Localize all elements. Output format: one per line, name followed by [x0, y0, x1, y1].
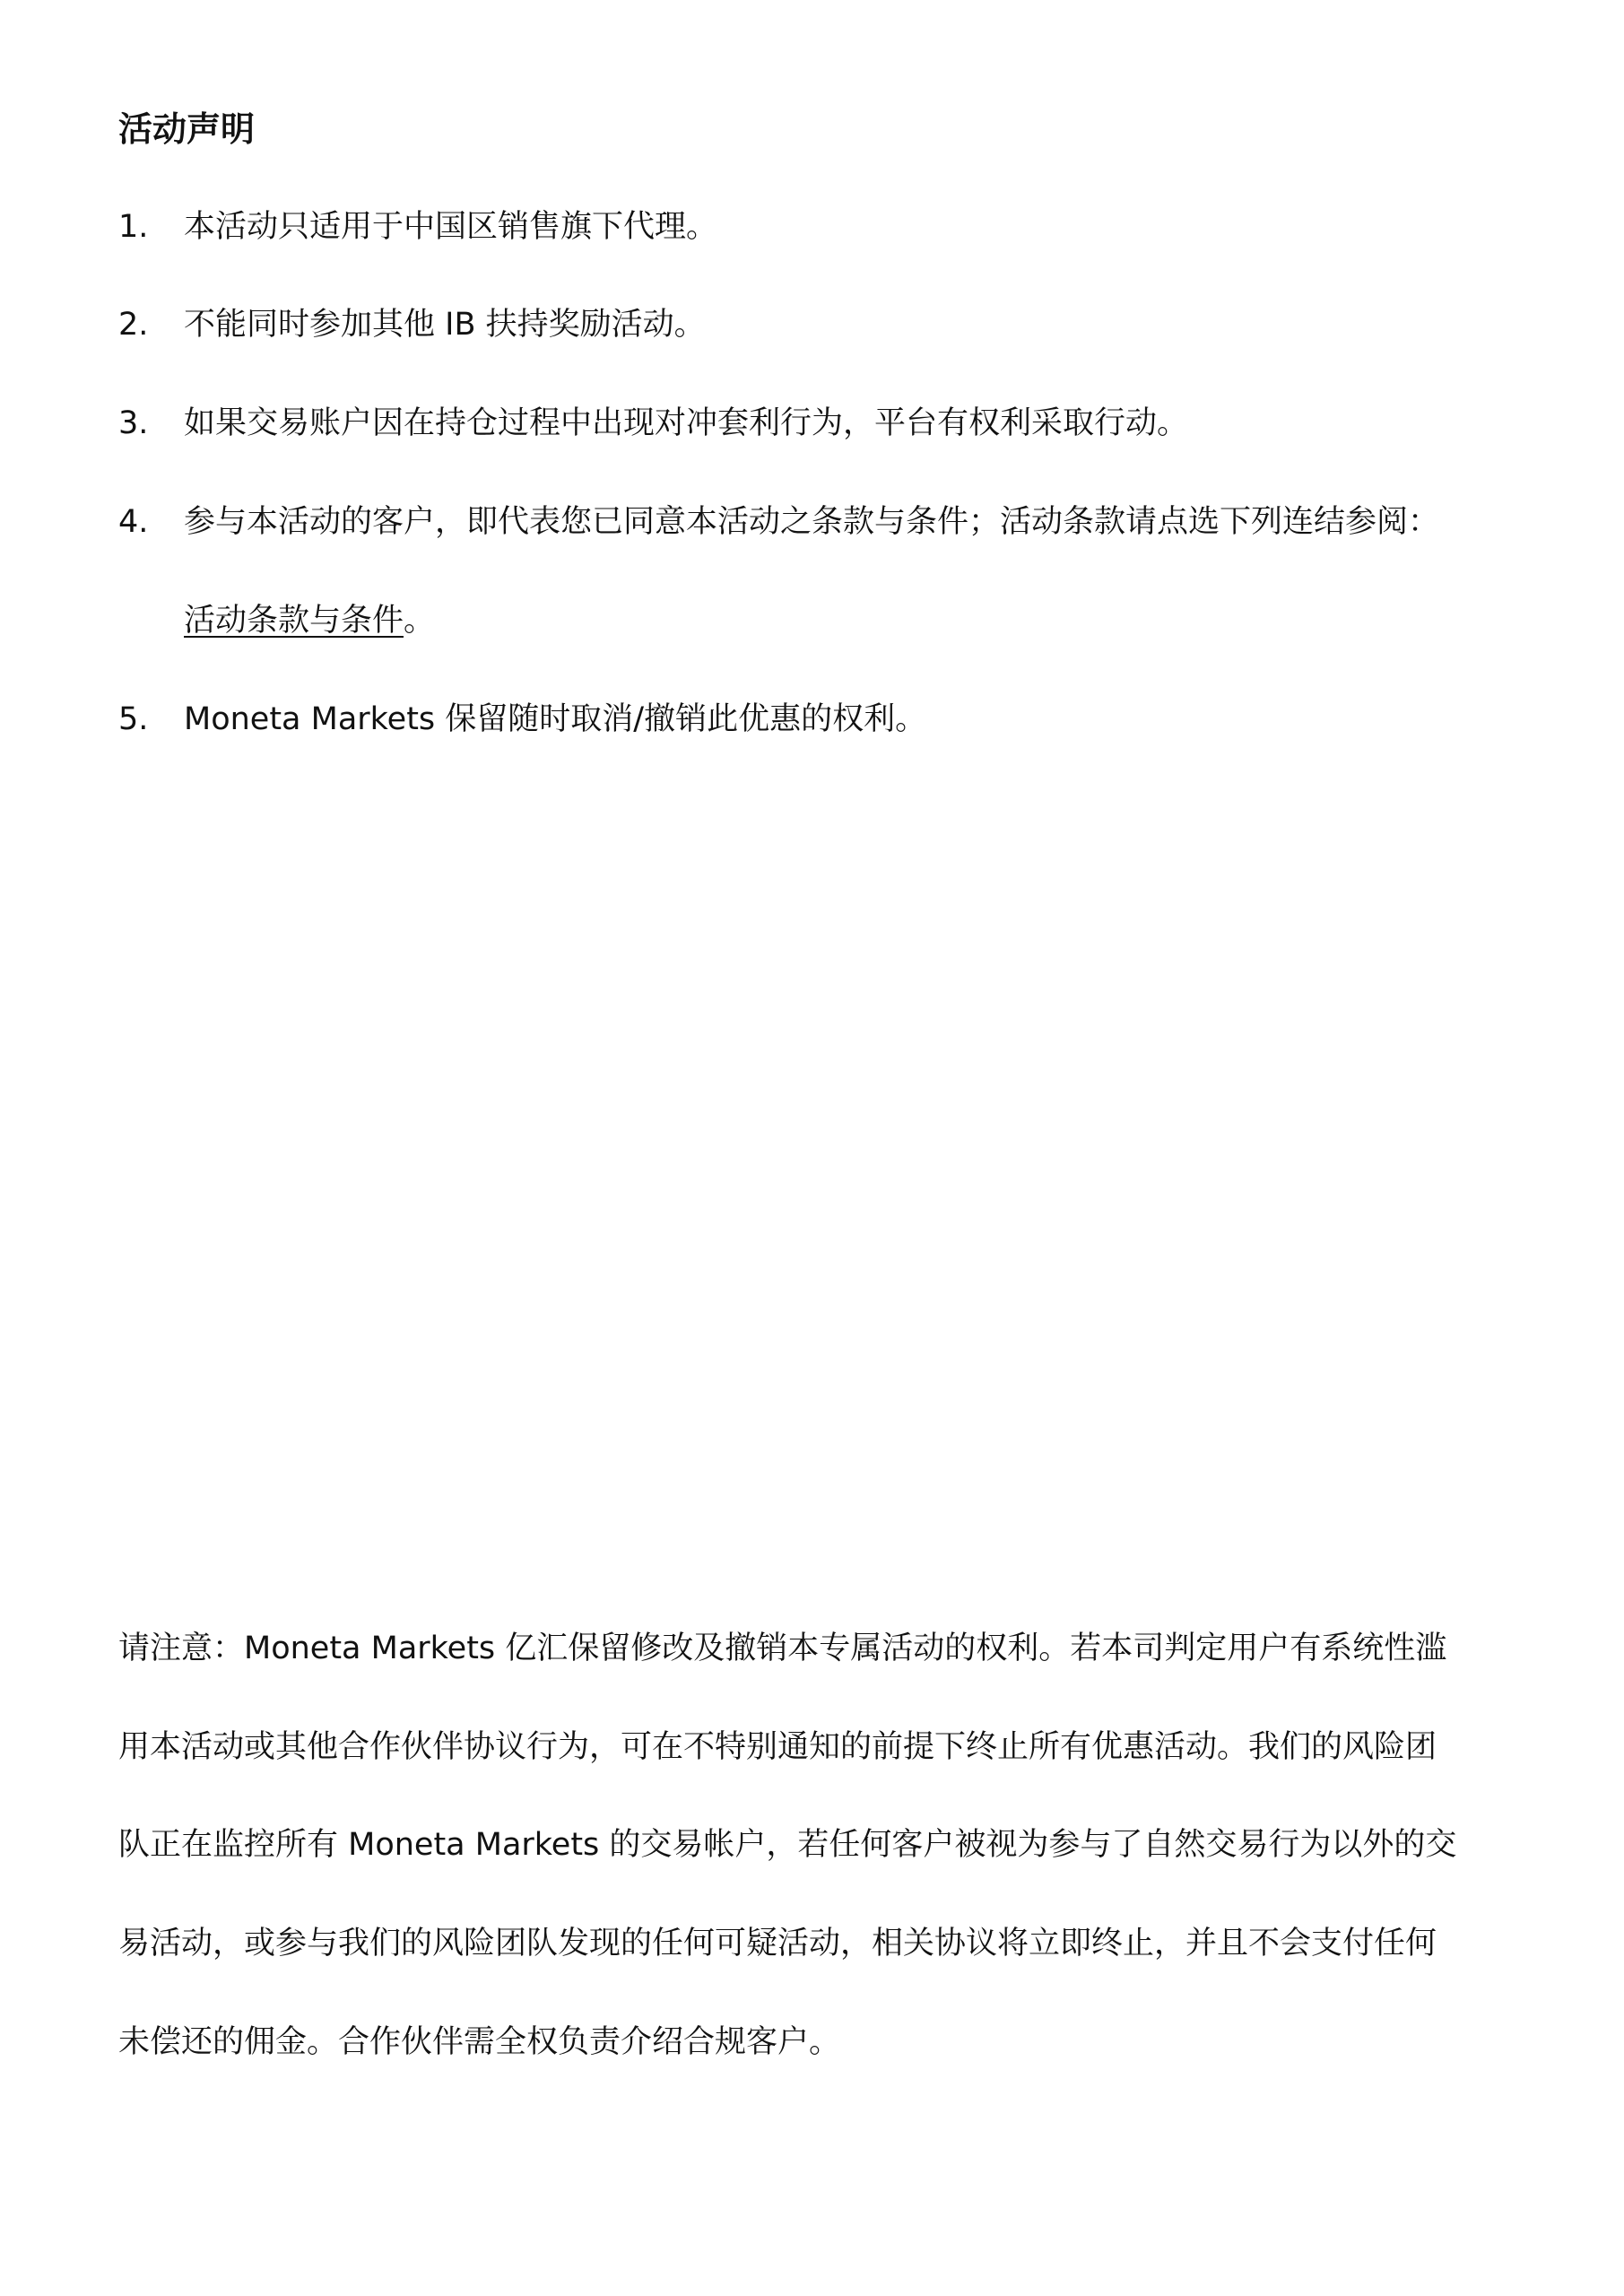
list-item-text: 参与本活动的客户，即代表您已同意本活动之条款与条件；活动条款请点选下列连结参阅： [184, 504, 1440, 540]
terms-and-conditions-link[interactable]: 活动条款与条件 [184, 603, 404, 639]
list-item-number: 3. [118, 405, 149, 441]
list-item-text: 如果交易账户因在持仓过程中出现对冲套利行为，平台有权利采取行动。 [184, 405, 1189, 441]
notice-line: 未偿还的佣金。合作伙伴需全权负责介绍合规客户。 [118, 2024, 841, 2060]
list-item-number: 1. [118, 209, 149, 245]
list-item-text: 本活动只适用于中国区销售旗下代理。 [184, 209, 718, 245]
notice-line: 请注意：Moneta Markets 亿汇保留修改及撤销本专属活动的权利。若本司判定用户有系统性滥 [118, 1631, 1447, 1666]
list-item-text: Moneta Markets 保留随时取消/撤销此优惠的权利。 [184, 701, 927, 737]
link-suffix: 。 [404, 603, 436, 639]
notice-line: 用本活动或其他合作伙伴协议行为，可在不特别通知的前提下终止所有优惠活动。我们的风险团 [118, 1729, 1437, 1765]
list-item-continuation [184, 598, 435, 643]
list-item-number: 2. [118, 307, 149, 343]
page-title: 活动声明 [118, 109, 256, 149]
list-item-number: 4. [118, 504, 149, 540]
list-item-number: 5. [118, 701, 149, 737]
notice-line: 队正在监控所有 Moneta Markets 的交易帐户，若任何客户被视为参与了自然交易行为以外的交 [118, 1827, 1457, 1863]
list-item-text: 不能同时参加其他 IB 扶持奖励活动。 [184, 307, 706, 343]
notice-line: 易活动，或参与我们的风险团队发现的任何可疑活动，相关协议将立即终止，并且不会支付任何 [118, 1926, 1437, 1961]
